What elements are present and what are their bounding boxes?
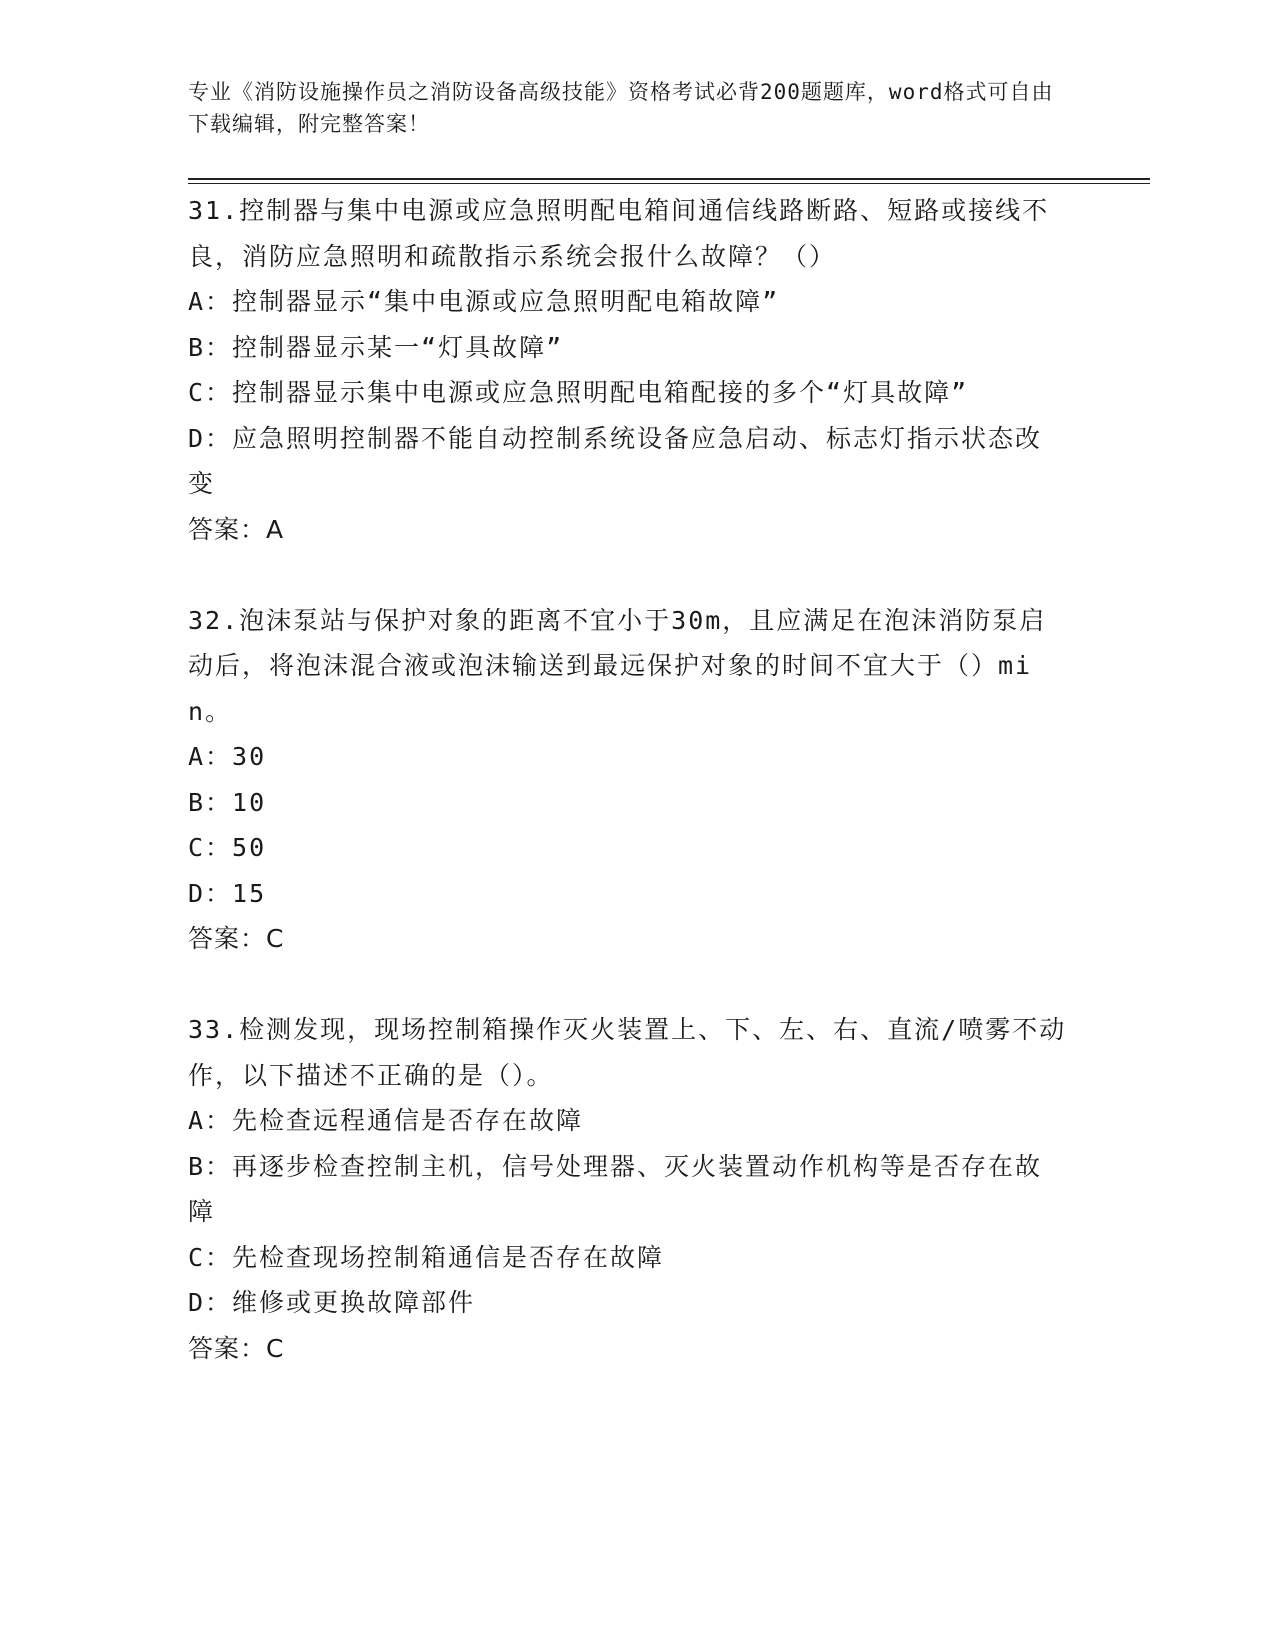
option-c: C：先检查现场控制箱通信是否存在故障 — [188, 1242, 665, 1272]
answer: 答案：A — [188, 514, 285, 544]
option-b: B：再逐步检查控制主机，信号处理器、灭火装置动作机构等是否存在故障 — [188, 1151, 1043, 1226]
question-33 — [188, 1007, 1068, 1371]
option-d: D：15 — [188, 878, 267, 908]
document-header: 专业《消防设施操作员之消防设备高级技能》资格考试必背200题题库，word格式可自由下载编辑，附完整答案！ — [188, 80, 1054, 136]
option-a: A：先检查远程通信是否存在故障 — [188, 1106, 584, 1135]
question-32 — [188, 598, 1068, 962]
answer: 答案：C — [188, 924, 285, 953]
option-c: C：50 — [188, 833, 267, 862]
option-b: B：控制器显示某一“灯具故障” — [188, 332, 564, 362]
answer: 答案：C — [188, 1333, 285, 1363]
option-d: D：维修或更换故障部件 — [188, 1288, 476, 1317]
option-b: B：10 — [188, 787, 267, 817]
question-spacer — [188, 962, 1068, 1008]
question-stem: 32.泡沫泵站与保护对象的距离不宜小于30m，且应满足在泡沫消防泵启动后，将泡沫混合液或泡沫输送到最远保护对象的时间不宜大于（）min。 — [188, 605, 1047, 726]
option-a: A：30 — [188, 742, 267, 771]
question-list — [188, 188, 1068, 1371]
header-divider-thin — [188, 183, 1150, 184]
question-31 — [188, 188, 1068, 552]
option-a: A：控制器显示“集中电源或应急照明配电箱故障” — [188, 287, 780, 316]
option-d: D：应急照明控制器不能自动控制系统设备应急启动、标志灯指示状态改变 — [188, 423, 1043, 498]
option-c: C：控制器显示集中电源或应急照明配电箱配接的多个“灯具故障” — [188, 378, 969, 407]
question-spacer — [188, 552, 1068, 598]
question-stem: 31.控制器与集中电源或应急照明配电箱间通信线路断路、短路或接线不良，消防应急照明和疏散指示系统会报什么故障？（） — [188, 196, 1050, 271]
question-stem: 33.检测发现，现场控制箱操作灭火装置上、下、左、右、直流/喷雾不动作，以下描述不正确的是（）。 — [188, 1015, 1067, 1090]
header-divider-thick — [188, 178, 1150, 180]
